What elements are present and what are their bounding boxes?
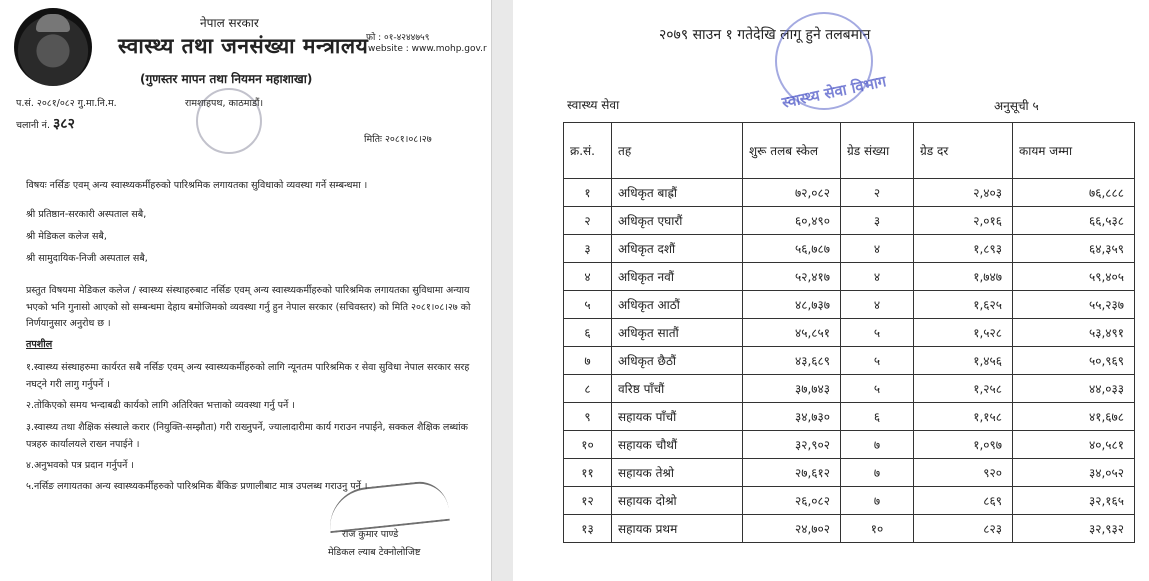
table-cell: ३७,७४३ [743, 375, 841, 403]
table-row [564, 347, 1135, 375]
recipient-2: श्री मेडिकल कलेज सबै, [26, 231, 107, 242]
table-cell: ३२,९०२ [743, 431, 841, 459]
table-cell: ४ [564, 263, 612, 291]
table-cell: अधिकृत एघारौं [612, 207, 743, 235]
table-cell: ५ [841, 375, 914, 403]
table-cell: सहायक तेश्रो [612, 459, 743, 487]
col-header: क्र.सं. [564, 123, 612, 179]
table-header-row [564, 123, 1135, 179]
table-cell: १,४५६ [914, 347, 1013, 375]
table-cell: ४३,६८९ [743, 347, 841, 375]
chalani [16, 114, 75, 133]
table-cell: ४८,७३७ [743, 291, 841, 319]
table-cell: १,७४७ [914, 263, 1013, 291]
table-cell: १० [564, 431, 612, 459]
subject-line: विषयः नर्सिङ एवम् अन्य स्वास्थ्यकर्मीहरुको पारिश्रमिक लगायतका सुविधाको व्यवस्था गर्ने सम्बन्धमा । [26, 180, 368, 191]
table-cell: ३ [841, 207, 914, 235]
table-cell: ८ [564, 375, 612, 403]
table-cell: ७ [564, 347, 612, 375]
table-cell: २,४०३ [914, 179, 1013, 207]
branch-name: (गुणस्तर मापन तथा नियमन महाशाखा) [140, 72, 313, 86]
table-cell: १ [564, 179, 612, 207]
table-row [564, 375, 1135, 403]
table-row [564, 459, 1135, 487]
table-row [564, 263, 1135, 291]
gov-name: नेपाल सरकार [200, 16, 259, 30]
table-cell: ७६,८८८ [1013, 179, 1135, 207]
table-cell: ५९,४०५ [1013, 263, 1135, 291]
table-cell: १२ [564, 487, 612, 515]
table-cell: ३४,०५२ [1013, 459, 1135, 487]
table-cell: ५५,२३७ [1013, 291, 1135, 319]
col-header: ग्रेड दर [914, 123, 1013, 179]
table-cell: अधिकृत छैठौं [612, 347, 743, 375]
recipient-1: श्री प्रतिष्ठान-सरकारी अस्पताल सबै, [26, 209, 147, 220]
table-cell: अधिकृत नवौं [612, 263, 743, 291]
table-cell: १३ [564, 515, 612, 543]
chalani-number: ३८२ [53, 116, 75, 132]
table-cell: ७ [841, 431, 914, 459]
ministry-name: स्वास्थ्य तथा जनसंख्या मन्त्रालय [118, 34, 369, 58]
salary-table [563, 122, 1135, 543]
table-cell: २,०१६ [914, 207, 1013, 235]
table-cell: ७ [841, 487, 914, 515]
service-name: स्वास्थ्य सेवा [567, 98, 620, 112]
table-cell: वरिष्ठ पाँचौं [612, 375, 743, 403]
col-header: ग्रेड संख्या [841, 123, 914, 179]
table-row [564, 235, 1135, 263]
table-cell: ५ [841, 347, 914, 375]
table-cell: ४ [841, 235, 914, 263]
schedule-label: अनुसूची ५ [994, 99, 1039, 113]
table-cell: सहायक चौथौं [612, 431, 743, 459]
table-cell: १,६२५ [914, 291, 1013, 319]
table-cell: ६ [841, 403, 914, 431]
table-cell: ६०,४९० [743, 207, 841, 235]
table-row [564, 515, 1135, 543]
table-cell: ३२,१६५ [1013, 487, 1135, 515]
table-row [564, 179, 1135, 207]
table-cell: ५२,४१७ [743, 263, 841, 291]
table-cell: ४५,८५१ [743, 319, 841, 347]
table-cell: ४०,५८१ [1013, 431, 1135, 459]
table-cell: ७ [841, 459, 914, 487]
table-cell: ५ [564, 291, 612, 319]
table-cell: ११ [564, 459, 612, 487]
table-cell: ९ [564, 403, 612, 431]
table-cell: १,१५८ [914, 403, 1013, 431]
item-5: ५.नर्सिङ लगायतका अन्य स्वास्थ्यकर्मीहरुको पारिश्रमिक बैंकिङ प्रणालीबाट मात्र उपलब्ध गराउनु पर्ने । [26, 481, 368, 492]
table-cell: २६,०८२ [743, 487, 841, 515]
table-cell: ४ [841, 263, 914, 291]
signatory-name: राज कुमार पाण्डे [342, 529, 399, 540]
table-cell: ५ [841, 319, 914, 347]
letter-body: प्रस्तुत विषयमा मेडिकल कलेज / स्वास्थ्य संस्थाहरुबाट नर्सिङ एवम् अन्य स्वास्थ्यकर्मीहरुको पारिश्रमिक लगायतका सुविधामा अन्याय भएको भनि गुनासो आएको सो सम्बन्धमा देहाय बमोजिमको व्यवस्था गर्नु हुन नेपाल सरकार (सचिवस्तर) को मिति २०८१।०८।२७ को निर्णयानुसार अनुरोध छ । [26, 285, 471, 329]
table-cell: ६ [564, 319, 612, 347]
table-cell: १,२५८ [914, 375, 1013, 403]
phone-number: फो : ०१-४२४४७५९ [366, 33, 430, 43]
table-cell: अधिकृत आठौं [612, 291, 743, 319]
table-cell: ३ [564, 235, 612, 263]
signatory-title: मेडिकल ल्याब टेक्नोलोजिष्ट [328, 547, 421, 558]
table-cell: ४४,०३३ [1013, 375, 1135, 403]
table-row [564, 487, 1135, 515]
table-cell: ८६९ [914, 487, 1013, 515]
sheet-title: २०७९ साउन १ गतेदेखि लागू हुने तलबमान [659, 27, 871, 43]
stamp-text: स्वास्थ्य सेवा विभाग [780, 72, 888, 112]
table-row [564, 431, 1135, 459]
table-cell: अधिकृत सातौं [612, 319, 743, 347]
item-1: १.स्वास्थ्य संस्थाहरुमा कार्यरत सबै नर्सिङ एवम् अन्य स्वास्थ्यकर्मीहरुको लागि न्यूनतम पारिश्रमिक र सेवा सुविधा नेपाल सरकार सरह नघट्ने गरी लागु गर्नुपर्ने । [26, 362, 470, 390]
tapsil-heading: तपशील [26, 339, 53, 350]
col-header: कायम जम्मा [1013, 123, 1135, 179]
table-cell: २४,७०२ [743, 515, 841, 543]
table-cell: ६६,५३८ [1013, 207, 1135, 235]
table-cell: ३२,९३२ [1013, 515, 1135, 543]
table-cell: ६४,३५९ [1013, 235, 1135, 263]
table-cell: अधिकृत दशौं [612, 235, 743, 263]
salary-sheet-page [513, 0, 1149, 581]
item-4: ४.अनुभवको पत्र प्रदान गर्नुपर्ने । [26, 460, 134, 471]
recipient-3: श्री सामुदायिक-निजी अस्पताल सबै, [26, 253, 148, 264]
letter-page [0, 0, 492, 581]
table-cell: ७२,०८२ [743, 179, 841, 207]
table-cell: सहायक दोश्रो [612, 487, 743, 515]
table-row [564, 291, 1135, 319]
table-cell: ४१,६७८ [1013, 403, 1135, 431]
table-cell: २ [841, 179, 914, 207]
date: मितिः २०८१।०८।२७ [364, 134, 432, 145]
table-cell: २ [564, 207, 612, 235]
table-cell: ५३,४९१ [1013, 319, 1135, 347]
reference-number: प.सं. २०८१/०८२ गु.मा.नि.म. [16, 98, 117, 109]
table-cell: ५०,९६९ [1013, 347, 1135, 375]
table-cell: ८२३ [914, 515, 1013, 543]
col-header: तह [612, 123, 743, 179]
table-cell: सहायक पाँचौं [612, 403, 743, 431]
table-row [564, 207, 1135, 235]
chalani-label: चलानी नं. [16, 120, 50, 131]
table-cell: सहायक प्रथम [612, 515, 743, 543]
table-cell: ४ [841, 291, 914, 319]
website: website : www.mohp.gov.r [368, 44, 487, 54]
table-cell: ९२० [914, 459, 1013, 487]
item-3: ३.स्वास्थ्य तथा शैक्षिक संस्थाले करार (नियुक्ति-सम्झौता) गरी राख्नुपर्ने, ज्यालादारीमा कार्य गराउन नपाईने, सक्कल शैक्षिक लब्धांक पत्रहरु कार्यालयले राख्न नपाईने । [26, 422, 468, 450]
table-cell: १,५२८ [914, 319, 1013, 347]
table-cell: ५६,७८७ [743, 235, 841, 263]
table-cell: १,८९३ [914, 235, 1013, 263]
government-emblem-icon [14, 8, 92, 86]
table-cell: ३४,७३० [743, 403, 841, 431]
table-cell: अधिकृत बाह्रौं [612, 179, 743, 207]
table-row [564, 319, 1135, 347]
table-cell: १० [841, 515, 914, 543]
place: रामशाहपथ, काठमाडौं। [185, 98, 264, 109]
table-cell: २७,६१२ [743, 459, 841, 487]
col-header: शुरू तलब स्केल [743, 123, 841, 179]
item-2: २.तोकिएको समय भन्दाबढी कार्यको लागि अतिरिक्त भत्ताको व्यवस्था गर्नु पर्ने । [26, 400, 295, 411]
table-cell: १,०९७ [914, 431, 1013, 459]
table-row [564, 403, 1135, 431]
